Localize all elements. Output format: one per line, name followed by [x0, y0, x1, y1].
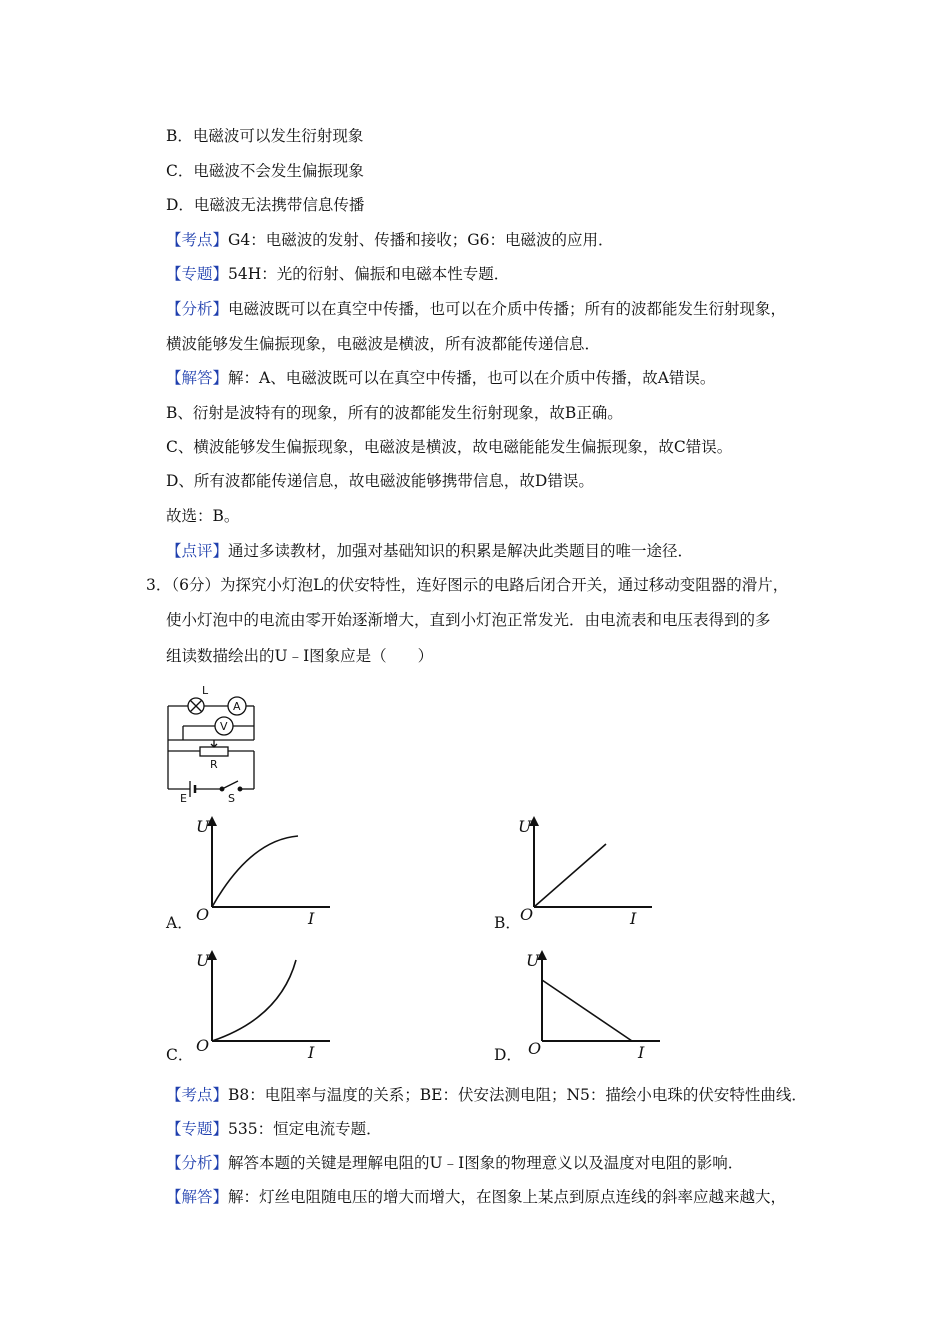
- dianping-text: 通过多读教材，加强对基础知识的积累是解决此类题目的唯一途径．: [228, 542, 694, 560]
- jieda-line1: 解：A、电磁波既可以在真空中传播，也可以在介质中传播，故A错误。: [228, 369, 716, 387]
- q2-fenxi: [166, 299, 786, 319]
- curve-d: [542, 980, 632, 1041]
- q3-fenxi-tag: 【分析】: [166, 1154, 229, 1172]
- q3-zhuanti-tag: 【专题】: [166, 1120, 229, 1138]
- axis-i-c: I: [308, 1043, 315, 1062]
- q3-kaodian-text: B8：电阻率与温度的关系；BE：伏安法测电阻；N5：描绘小电珠的伏安特性曲线．: [228, 1086, 807, 1104]
- q3-fenxi-text: 解答本题的关键是理解电阻的U﹣I图象的物理意义以及温度对电阻的影响．: [228, 1154, 744, 1172]
- circuit-diagram: [160, 684, 260, 804]
- q3-kaodian: [166, 1085, 807, 1105]
- axis-u-d: U: [526, 951, 540, 970]
- fenxi-tag: 【分析】: [166, 300, 229, 318]
- q3-jieda-text: 解：灯丝电阻随电压的增大而增大，在图象上某点到原点连线的斜率应越来越大，: [228, 1188, 787, 1206]
- lamp-label: L: [202, 684, 209, 697]
- q3-zhuanti: [166, 1119, 382, 1139]
- q2-jieda: [166, 368, 715, 388]
- option-b-label: B．: [494, 914, 521, 932]
- q3-jieda-tag: 【解答】: [166, 1188, 229, 1206]
- origin-c: O: [196, 1036, 210, 1055]
- q2-option-d: D．电磁波无法携带信息传播: [166, 196, 365, 214]
- q2-jieda-line2: B、衍射是波特有的现象，所有的波都能发生衍射现象，故B正确。: [166, 404, 623, 422]
- q2-jieda-line4: D、所有波都能传递信息，故电磁波能够携带信息，故D错误。: [166, 472, 594, 490]
- switch-label: S: [228, 792, 235, 805]
- rheostat-label: R: [210, 758, 218, 771]
- axis-i-a: I: [308, 909, 315, 928]
- axis-u-c: U: [196, 951, 210, 970]
- q2-option-b: B．电磁波可以发生衍射现象: [166, 127, 364, 145]
- fenxi-line1: 电磁波既可以在真空中传播，也可以在介质中传播；所有的波都能发生衍射现象，: [228, 300, 787, 318]
- battery-label: E: [180, 792, 187, 805]
- option-c-label: C．: [166, 1046, 194, 1064]
- axis-u-b: U: [518, 817, 532, 836]
- axis-i-d: I: [638, 1043, 645, 1062]
- rheostat-symbol: [200, 747, 228, 756]
- q3-stem-line3: 组读数描绘出的U﹣I图象应是（ ）: [166, 647, 434, 665]
- origin-b: O: [520, 905, 534, 924]
- zhuanti-text: 54H：光的衍射、偏振和电磁本性专题．: [228, 265, 510, 283]
- q3-fenxi: [166, 1153, 743, 1173]
- option-b-graph: [512, 812, 662, 932]
- q2-fenxi-line2: 横波能够发生偏振现象，电磁波是横波，所有波都能传递信息．: [166, 335, 601, 353]
- jieda-tag: 【解答】: [166, 369, 229, 387]
- origin-a: O: [196, 905, 210, 924]
- q2-jieda-line3: C、横波能够发生偏振现象，电磁波是横波，故电磁能能发生偏振现象，故C错误。: [166, 438, 733, 456]
- voltmeter-label: V: [220, 720, 228, 733]
- option-a-label: A．: [166, 914, 193, 932]
- origin-d: O: [528, 1039, 542, 1058]
- option-d-graph: [520, 946, 670, 1066]
- q3-zhuanti-text: 535：恒定电流专题．: [228, 1120, 382, 1138]
- kaodian-text: G4：电磁波的发射、传播和接收；G6：电磁波的应用．: [228, 231, 614, 249]
- axis-u-a: U: [196, 817, 210, 836]
- q2-answer: 故选：B。: [166, 507, 240, 525]
- kaodian-tag: 【考点】: [166, 231, 229, 249]
- q3-stem-line1: 3．（6分）为探究小灯泡L的伏安特性，连好图示的电路后闭合开关，通过移动变阻器的滑片，: [146, 576, 789, 594]
- zhuanti-tag: 【专题】: [166, 265, 229, 283]
- curve-c: [212, 960, 296, 1041]
- curve-a: [212, 836, 298, 907]
- option-d-label: D．: [494, 1046, 522, 1064]
- q2-dianping: [166, 541, 693, 561]
- option-c-graph: [190, 946, 340, 1066]
- option-a-graph: [190, 812, 340, 932]
- dianping-tag: 【点评】: [166, 542, 229, 560]
- ammeter-label: A: [233, 700, 241, 713]
- q2-zhuanti: [166, 264, 509, 284]
- q2-kaodian: [166, 230, 614, 250]
- q3-jieda: [166, 1187, 786, 1207]
- q3-kaodian-tag: 【考点】: [166, 1086, 229, 1104]
- curve-b: [534, 844, 606, 907]
- axis-i-b: I: [630, 909, 637, 928]
- q3-stem-line2: 使小灯泡中的电流由零开始逐渐增大，直到小灯泡正常发光．由电流表和电压表得到的多: [166, 611, 771, 629]
- q2-option-c: C．电磁波不会发生偏振现象: [166, 162, 364, 180]
